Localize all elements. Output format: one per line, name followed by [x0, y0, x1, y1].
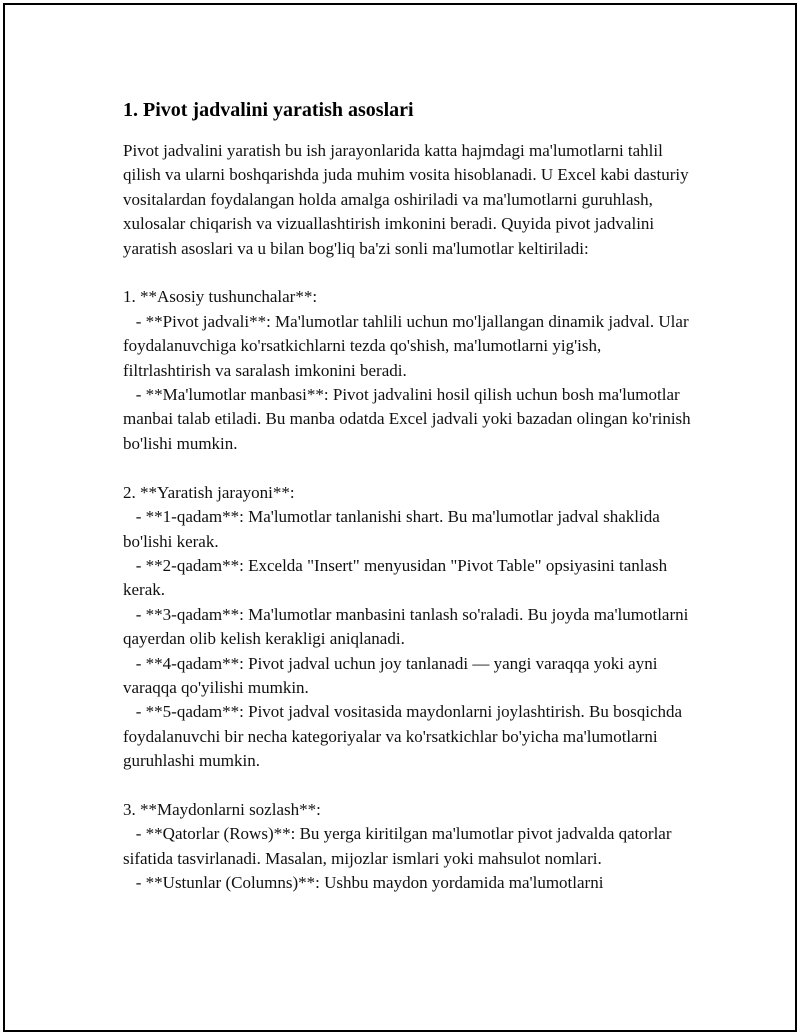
section-body: Pivot jadvalini yaratish bu ish jarayonlarida katta hajmdagi ma'lumotlarni tahlil qilish va ularni boshqarishda juda muhim vosita hisoblanadi. U Excel kabi dasturiy vositalardan foydalangan holda amalga oshiriladi va ma'lumotlarni guruhlash, xulosalar chiqarish va vizuallashtirish imkonini beradi. Quyida pivot jadvalini yaratish asoslari va u bilan bog'liq ba'zi sonli ma'lumotlar keltiriladi: 1. **Asosiy tushunchalar**: - **Pivot jadvali**: Ma'lumotlar tahlili uchun mo'ljallangan dinamik jadval. Ular foydalanuvchiga ko'rsatkichlarni tezda qo'shish, ma'lumotlarni yig'ish, filtrlashtirish va saralash imkonini beradi. - **Ma'lumotlar manbasi**: Pivot jadvalini hosil qilish uchun bosh ma'lumotlar manbai talab etiladi. Bu manba odatda Excel jadvali yoki bazadan olingan ko'rinish bo'lishi mumkin. 2. **Yaratish jarayoni**: - **1-qadam**: Ma'lumotlar tanlanishi shart. Bu ma'lumotlar jadval shaklida bo'lishi kerak. - **2-qadam**: Excelda "Insert" menyusidan "Pivot Table" opsiyasini tanlash kerak. - **3-qadam**: Ma'lumotlar manbasini tanlash so'raladi. Bu joyda ma'lumotlarni qayerdan olib kelish kerakligi aniqlanadi. - **4-qadam**: Pivot jadval uchun joy tanlanadi — yangi varaqqa yoki ayni varaqqa qo'yilishi mumkin. - **5-qadam**: Pivot jadval vositasida maydonlarni joylashtirish. Bu bosqichda foydalanuvchi bir necha kategoriyalar va ko'rsatkichlar bo'yicha ma'lumotlarni guruhlashi mumkin. 3. **Maydonlarni sozlash**: - **Qatorlar (Rows)**: Bu yerga kiritilgan ma'lumotlar pivot jadvalda qatorlar sifatida tasvirlanadi. Masalan, mijozlar ismlari yoki mahsulot nomlari. - **Ustunlar (Columns)**: Ushbu maydon yordamida ma'lumotlarni: [123, 141, 691, 893]
page-border: [3, 3, 797, 1032]
section-heading: 1. Pivot jadvalini yaratish asoslari: [123, 99, 414, 121]
document-content: [123, 97, 693, 896]
